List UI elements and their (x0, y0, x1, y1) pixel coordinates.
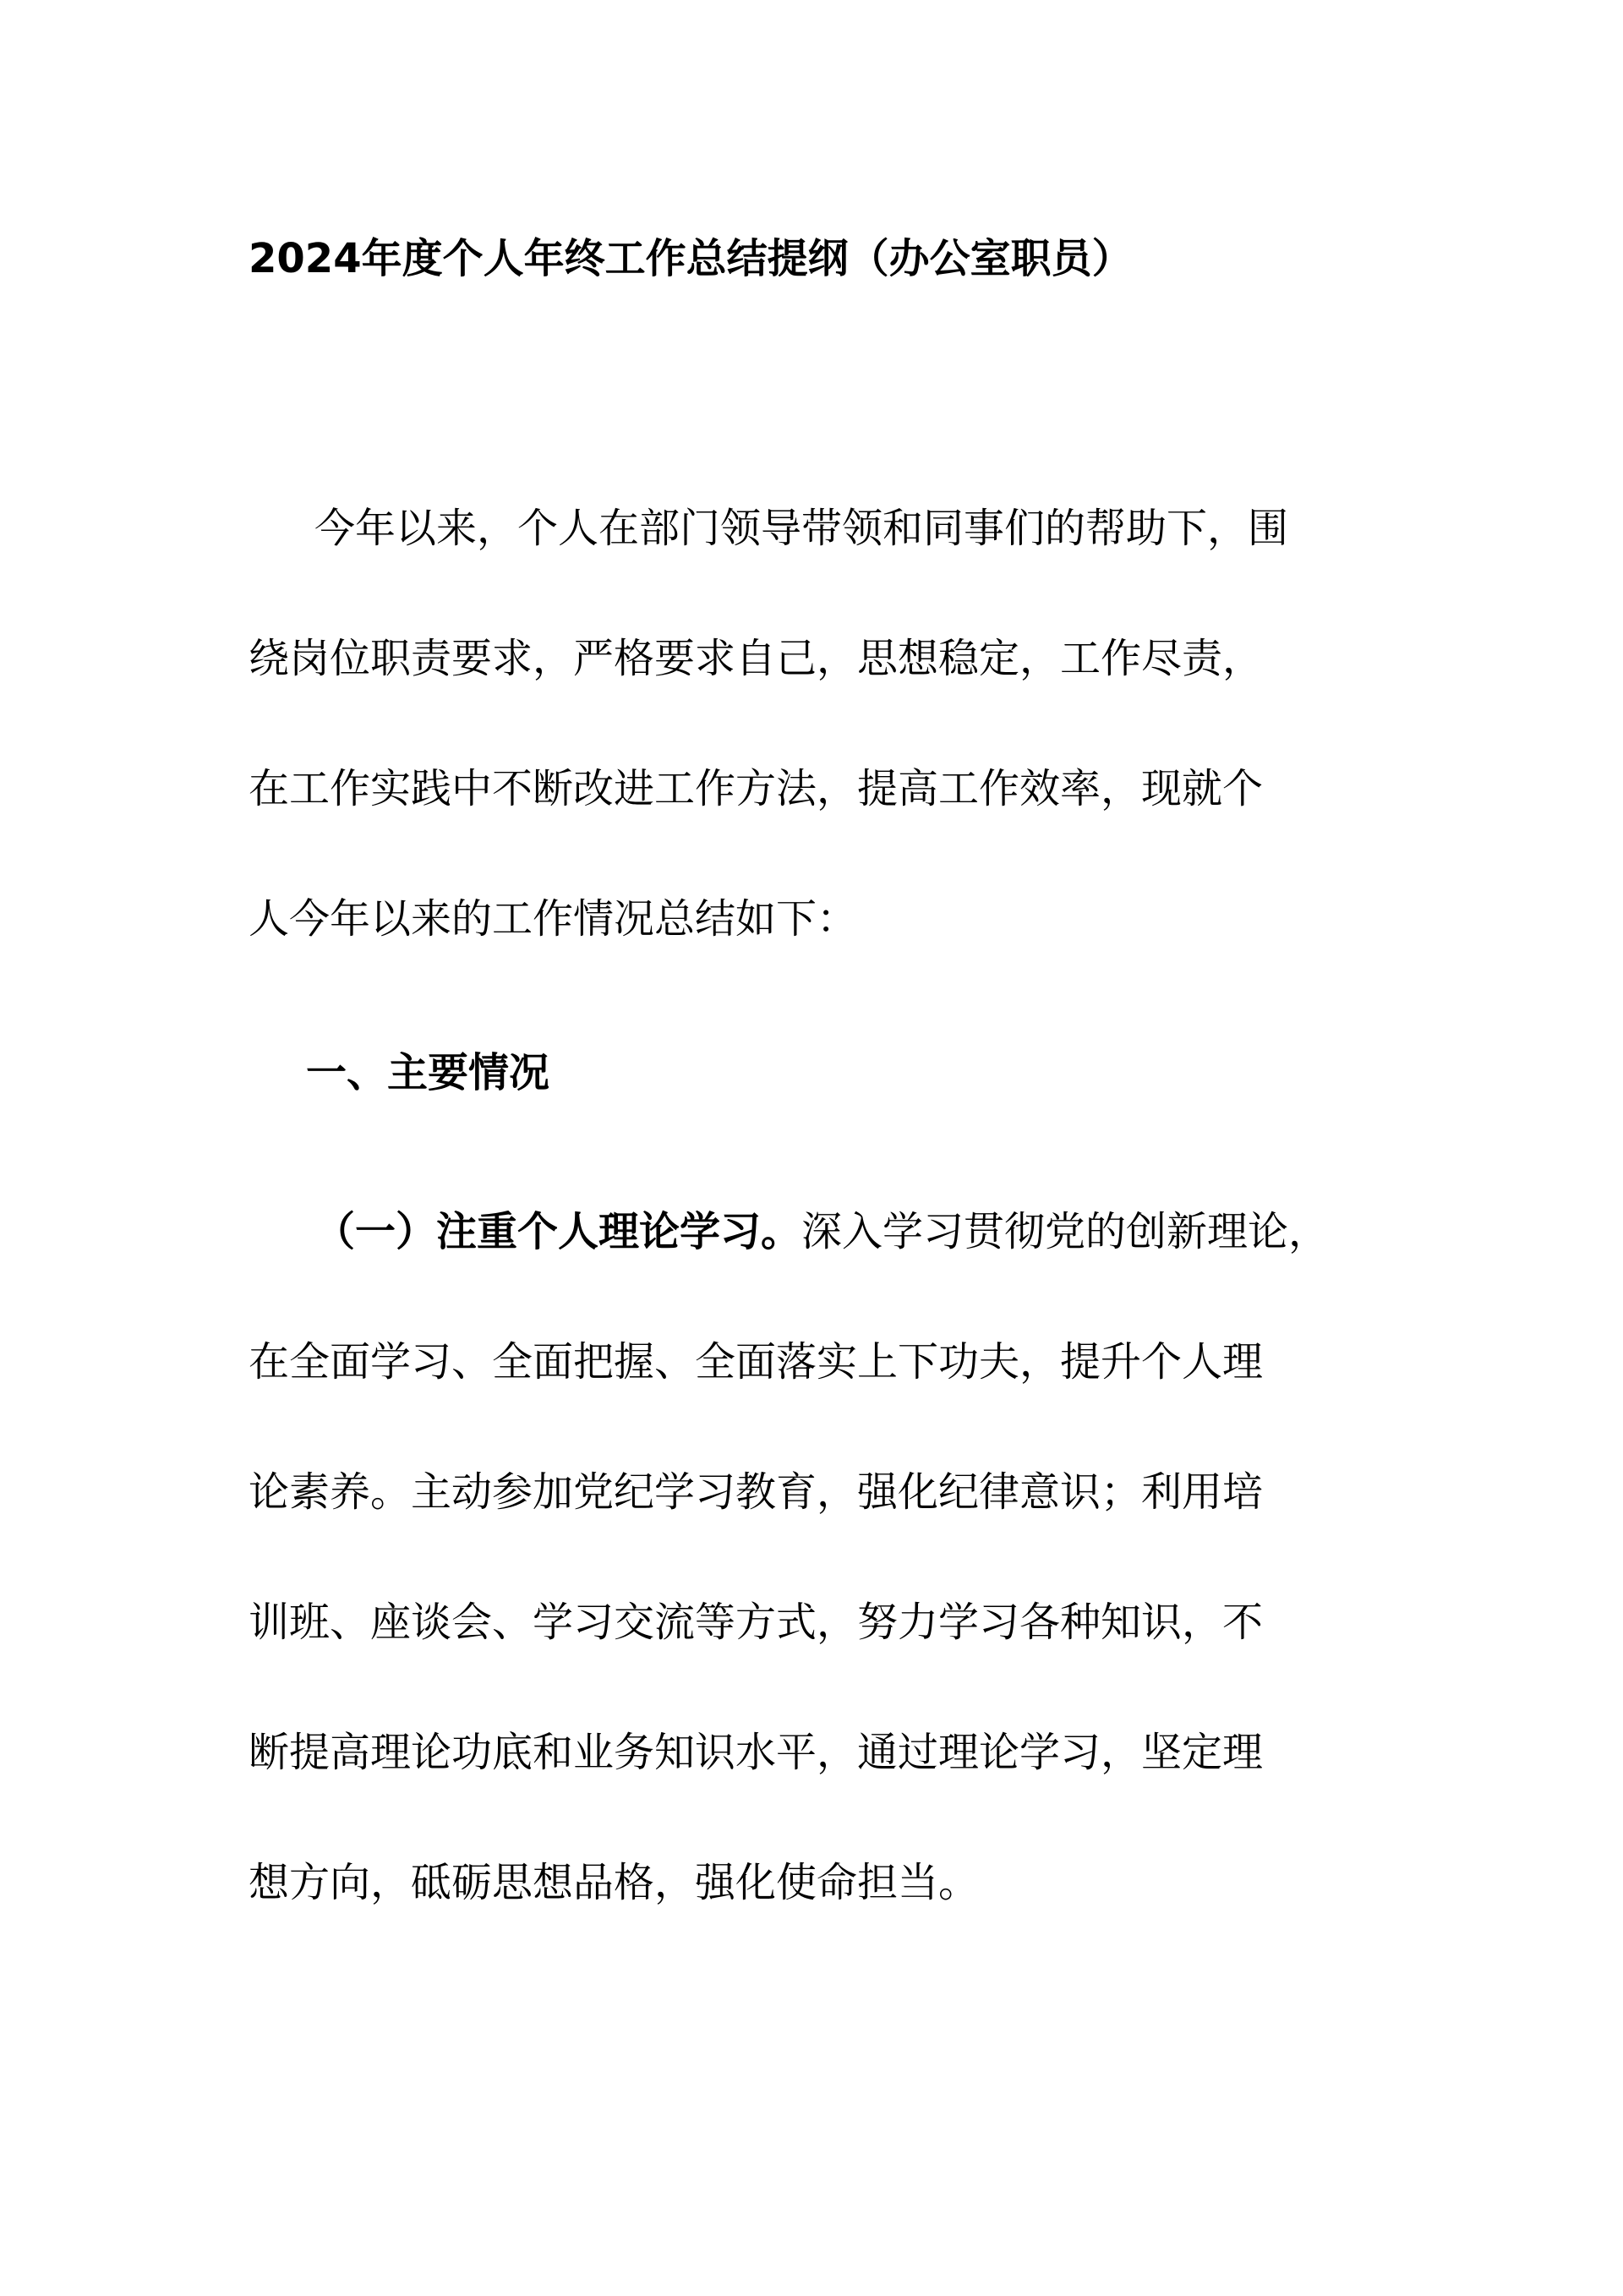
subsection-line: 想方向，砥砺思想品格，强化使命担当。 (249, 1859, 980, 1906)
intro-line: 人今年以来的工作情况总结如下： (249, 895, 858, 943)
subsection-line: 训班、座谈会、学习交流等方式，努力学习各种知识，不 (249, 1599, 1264, 1646)
subsection-line: 在全面学习、全面把握、全面落实上下功夫，提升个人理 (249, 1338, 1264, 1386)
intro-line: 今年以来，个人在部门领导带领和同事们的帮助下，围 (314, 505, 1289, 552)
intro-line: 在工作实践中不断改进工作方法，提高工作效率，现就个 (249, 765, 1264, 812)
subsection-line: 论素养。主动参加党纪学习教育，强化纪律意识；利用培 (249, 1468, 1264, 1516)
intro-paragraph (249, 463, 1407, 984)
subsection-line: 断提高理论功底和业务知识水平，通过理论学习，坚定理 (249, 1729, 1264, 1776)
document-title: 2024年度个人年终工作总结提纲（办公室职员） (249, 235, 1133, 282)
intro-line: 绕岗位职责要求，严格要求自己，思想稳定，工作尽责， (249, 635, 1264, 682)
subsection-paragraph (249, 1167, 1407, 1948)
section-heading: 一、主要情况 (306, 1049, 550, 1096)
subsection-label: （一）注重个人理论学习。 (314, 1208, 802, 1255)
subsection-first-line-text: 深入学习贯彻党的创新理论， (801, 1208, 1330, 1255)
subsection-first-line (249, 1167, 1407, 1297)
